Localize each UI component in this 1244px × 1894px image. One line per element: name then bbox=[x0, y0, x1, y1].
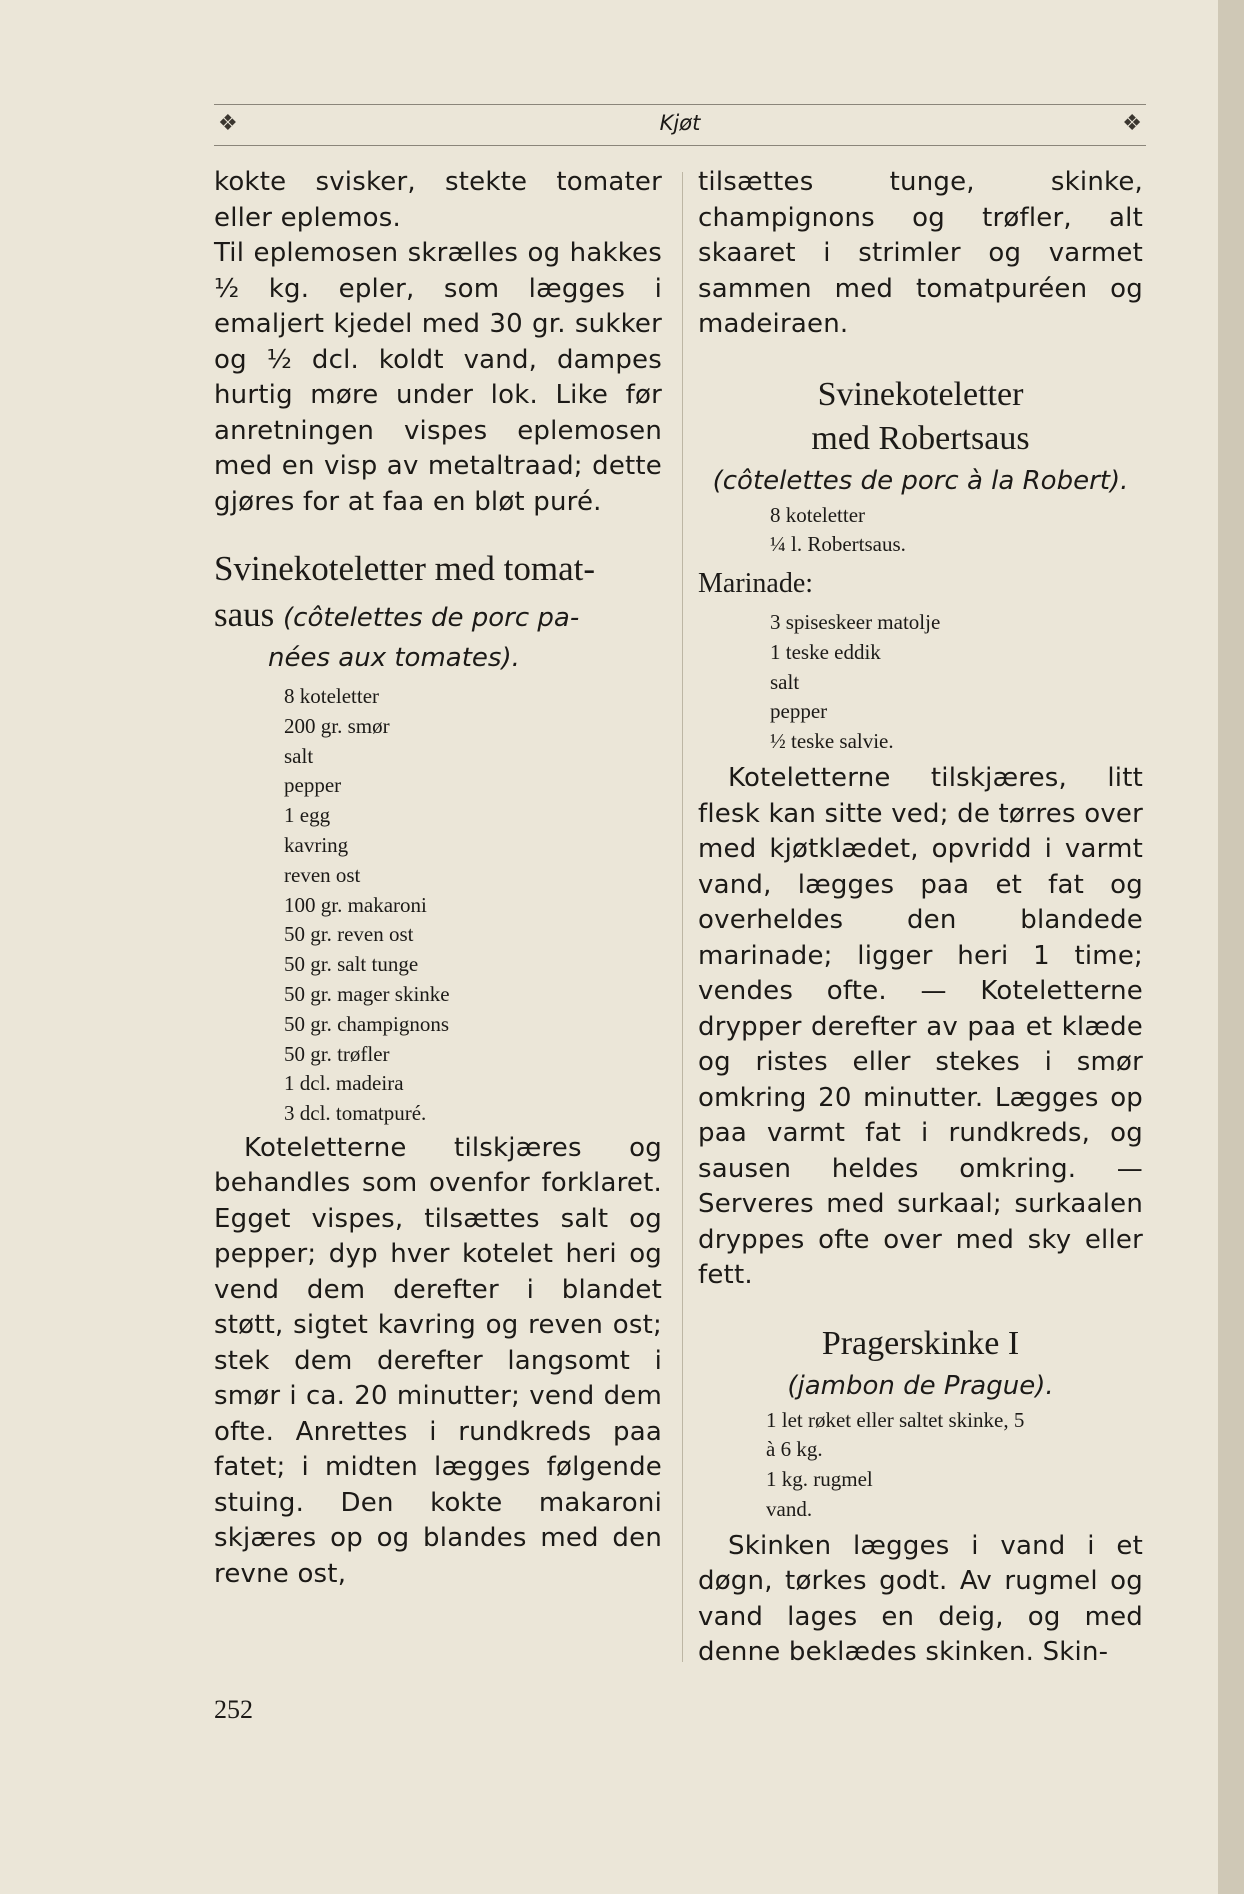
ingredient-item: 8 koteletter bbox=[770, 502, 866, 527]
ingredient-item: 8 koteletter bbox=[284, 684, 380, 708]
ingredient-item: reven ost bbox=[284, 862, 361, 887]
ingredient-item: 50 gr. trøfler bbox=[284, 1041, 390, 1066]
recipe-title-robertsaus bbox=[698, 373, 1143, 461]
recipe-title-pragerskinke: Pragerskinke I bbox=[821, 1324, 1020, 1362]
recipe-subtitle-robertsaus: (côtelettes de porc à la Robert). bbox=[712, 465, 1129, 496]
ingredient-item: 50 gr. mager skinke bbox=[284, 981, 450, 1006]
ingredient-item: 50 gr. champignons bbox=[284, 1011, 450, 1036]
ingredient-list-pragerskinke bbox=[698, 1406, 1143, 1525]
ingredient-item: ¼ l. Robertsaus. bbox=[770, 532, 906, 557]
recipe-subtitle-line-1: (côtelettes de porc pa- bbox=[283, 603, 580, 633]
ingredient-item: 1 dcl. madeira bbox=[284, 1071, 404, 1096]
ingredient-item: pepper bbox=[770, 699, 828, 724]
ingredient-item: ½ teske salvie. bbox=[770, 729, 894, 754]
recipe-subtitle-line-2: nées aux tomates). bbox=[268, 643, 520, 673]
ingredient-item: kavring bbox=[284, 832, 349, 857]
ingredient-item: 1 kg. rugmel bbox=[766, 1467, 873, 1492]
column-divider bbox=[682, 172, 683, 1662]
ornament-right-icon: ❖ bbox=[1122, 110, 1142, 135]
ingredient-item: pepper bbox=[284, 773, 342, 798]
page-number: 252 bbox=[214, 1695, 253, 1724]
ingredient-item: salt bbox=[284, 743, 314, 768]
ingredient-item: 50 gr. salt tunge bbox=[284, 952, 419, 977]
ingredient-item: 50 gr. reven ost bbox=[284, 922, 414, 947]
right-column bbox=[698, 165, 1143, 1671]
ingredient-item: 200 gr. smør bbox=[284, 713, 390, 738]
ingredient-item: vand. bbox=[766, 1496, 813, 1521]
recipe-title-line-1: Svinekoteletter bbox=[817, 375, 1024, 413]
paragraph-continuation: tilsættes tunge, skinke, champignons og trøfler, alt skaaret i strimler og varmet sammen med tomatpuréen og madeiraen. bbox=[698, 167, 1143, 339]
recipe-title-line-2: saus bbox=[214, 595, 275, 634]
ingredient-list-tomatsaus bbox=[214, 682, 662, 1129]
recipe-title-line-1: Svinekoteletter med tomat- bbox=[214, 549, 596, 588]
method-pragerskinke: Skinken lægges i vand i et døgn, tørkes godt. Av rugmel og vand lages en deig, og med denne beklædes skinken. Skin- bbox=[698, 1530, 1143, 1668]
ingredient-item: à 6 kg. bbox=[766, 1437, 823, 1462]
ingredient-list-robertsaus bbox=[698, 501, 1143, 561]
recipe-subtitle-pragerskinke: (jambon de Prague). bbox=[787, 1370, 1054, 1401]
ingredient-item: 3 dcl. tomatpuré. bbox=[284, 1101, 427, 1126]
paragraph-eplemos: Til eplemosen skrælles og hakkes ½ kg. epler, som lægges i emaljert kjedel med 30 gr. sukker og ½ dcl. koldt vand, dampes hurtig møre under lok. Like før anretningen vispes eplemosen med en visp av metaltraad; dette gjøres for at faa en bløt puré. bbox=[214, 238, 662, 517]
running-header bbox=[214, 104, 1146, 146]
ingredient-item: 100 gr. makaroni bbox=[284, 892, 427, 917]
ingredient-item: 1 let røket eller saltet skinke, 5 bbox=[766, 1407, 1025, 1432]
ingredient-item: 3 spiseskeer matolje bbox=[770, 610, 941, 635]
chapter-title: Kjøt bbox=[659, 111, 701, 135]
method-robertsaus: Koteletterne tilskjæres, litt flesk kan sitte ved; de tørres over med kjøtklædet, opvridd i varmt vand, lægges paa et fat og overheldes den blandede marinade; ligger heri 1 time; vendes ofte. — Koteletterne drypper derefter av paa et klæde og ristes eller stekes i smør omkring 20 minutter. Lægges op paa varmt fat i rundkreds, og sausen heldes omkring. — Serveres med surkaal; surkaalen dryppes ofte over med sky eller fett. bbox=[698, 763, 1143, 1291]
ornament-left-icon: ❖ bbox=[218, 110, 238, 135]
ingredient-list-marinade bbox=[698, 608, 1143, 757]
ingredient-item: 1 teske eddik bbox=[770, 639, 881, 664]
paragraph-intro: kokte svisker, stekte tomater eller eplemos. bbox=[214, 167, 662, 233]
recipe-title-line-2: med Robertsaus bbox=[811, 419, 1030, 457]
recipe-title-tomatsaus bbox=[214, 546, 662, 638]
ingredient-item: 1 egg bbox=[284, 803, 331, 828]
marinade-label: Marinade: bbox=[698, 568, 814, 600]
ingredient-item: salt bbox=[770, 669, 800, 694]
method-tomatsaus: Koteletterne tilskjæres og behandles som ovenfor forklaret. Egget vispes, tilsættes salt og pepper; dyp hver kotelet heri og vend dem derefter i blandet støtt, sigtet kavring og reven ost; stek dem derefter langsomt i smør i ca. 20 minutter; vend dem ofte. Anrettes i rundkreds paa fatet; i midten lægges følgende stuing. Den kokte makaroni skjæres op og blandes med den revne ost, bbox=[214, 1132, 662, 1589]
left-column bbox=[214, 165, 662, 1592]
